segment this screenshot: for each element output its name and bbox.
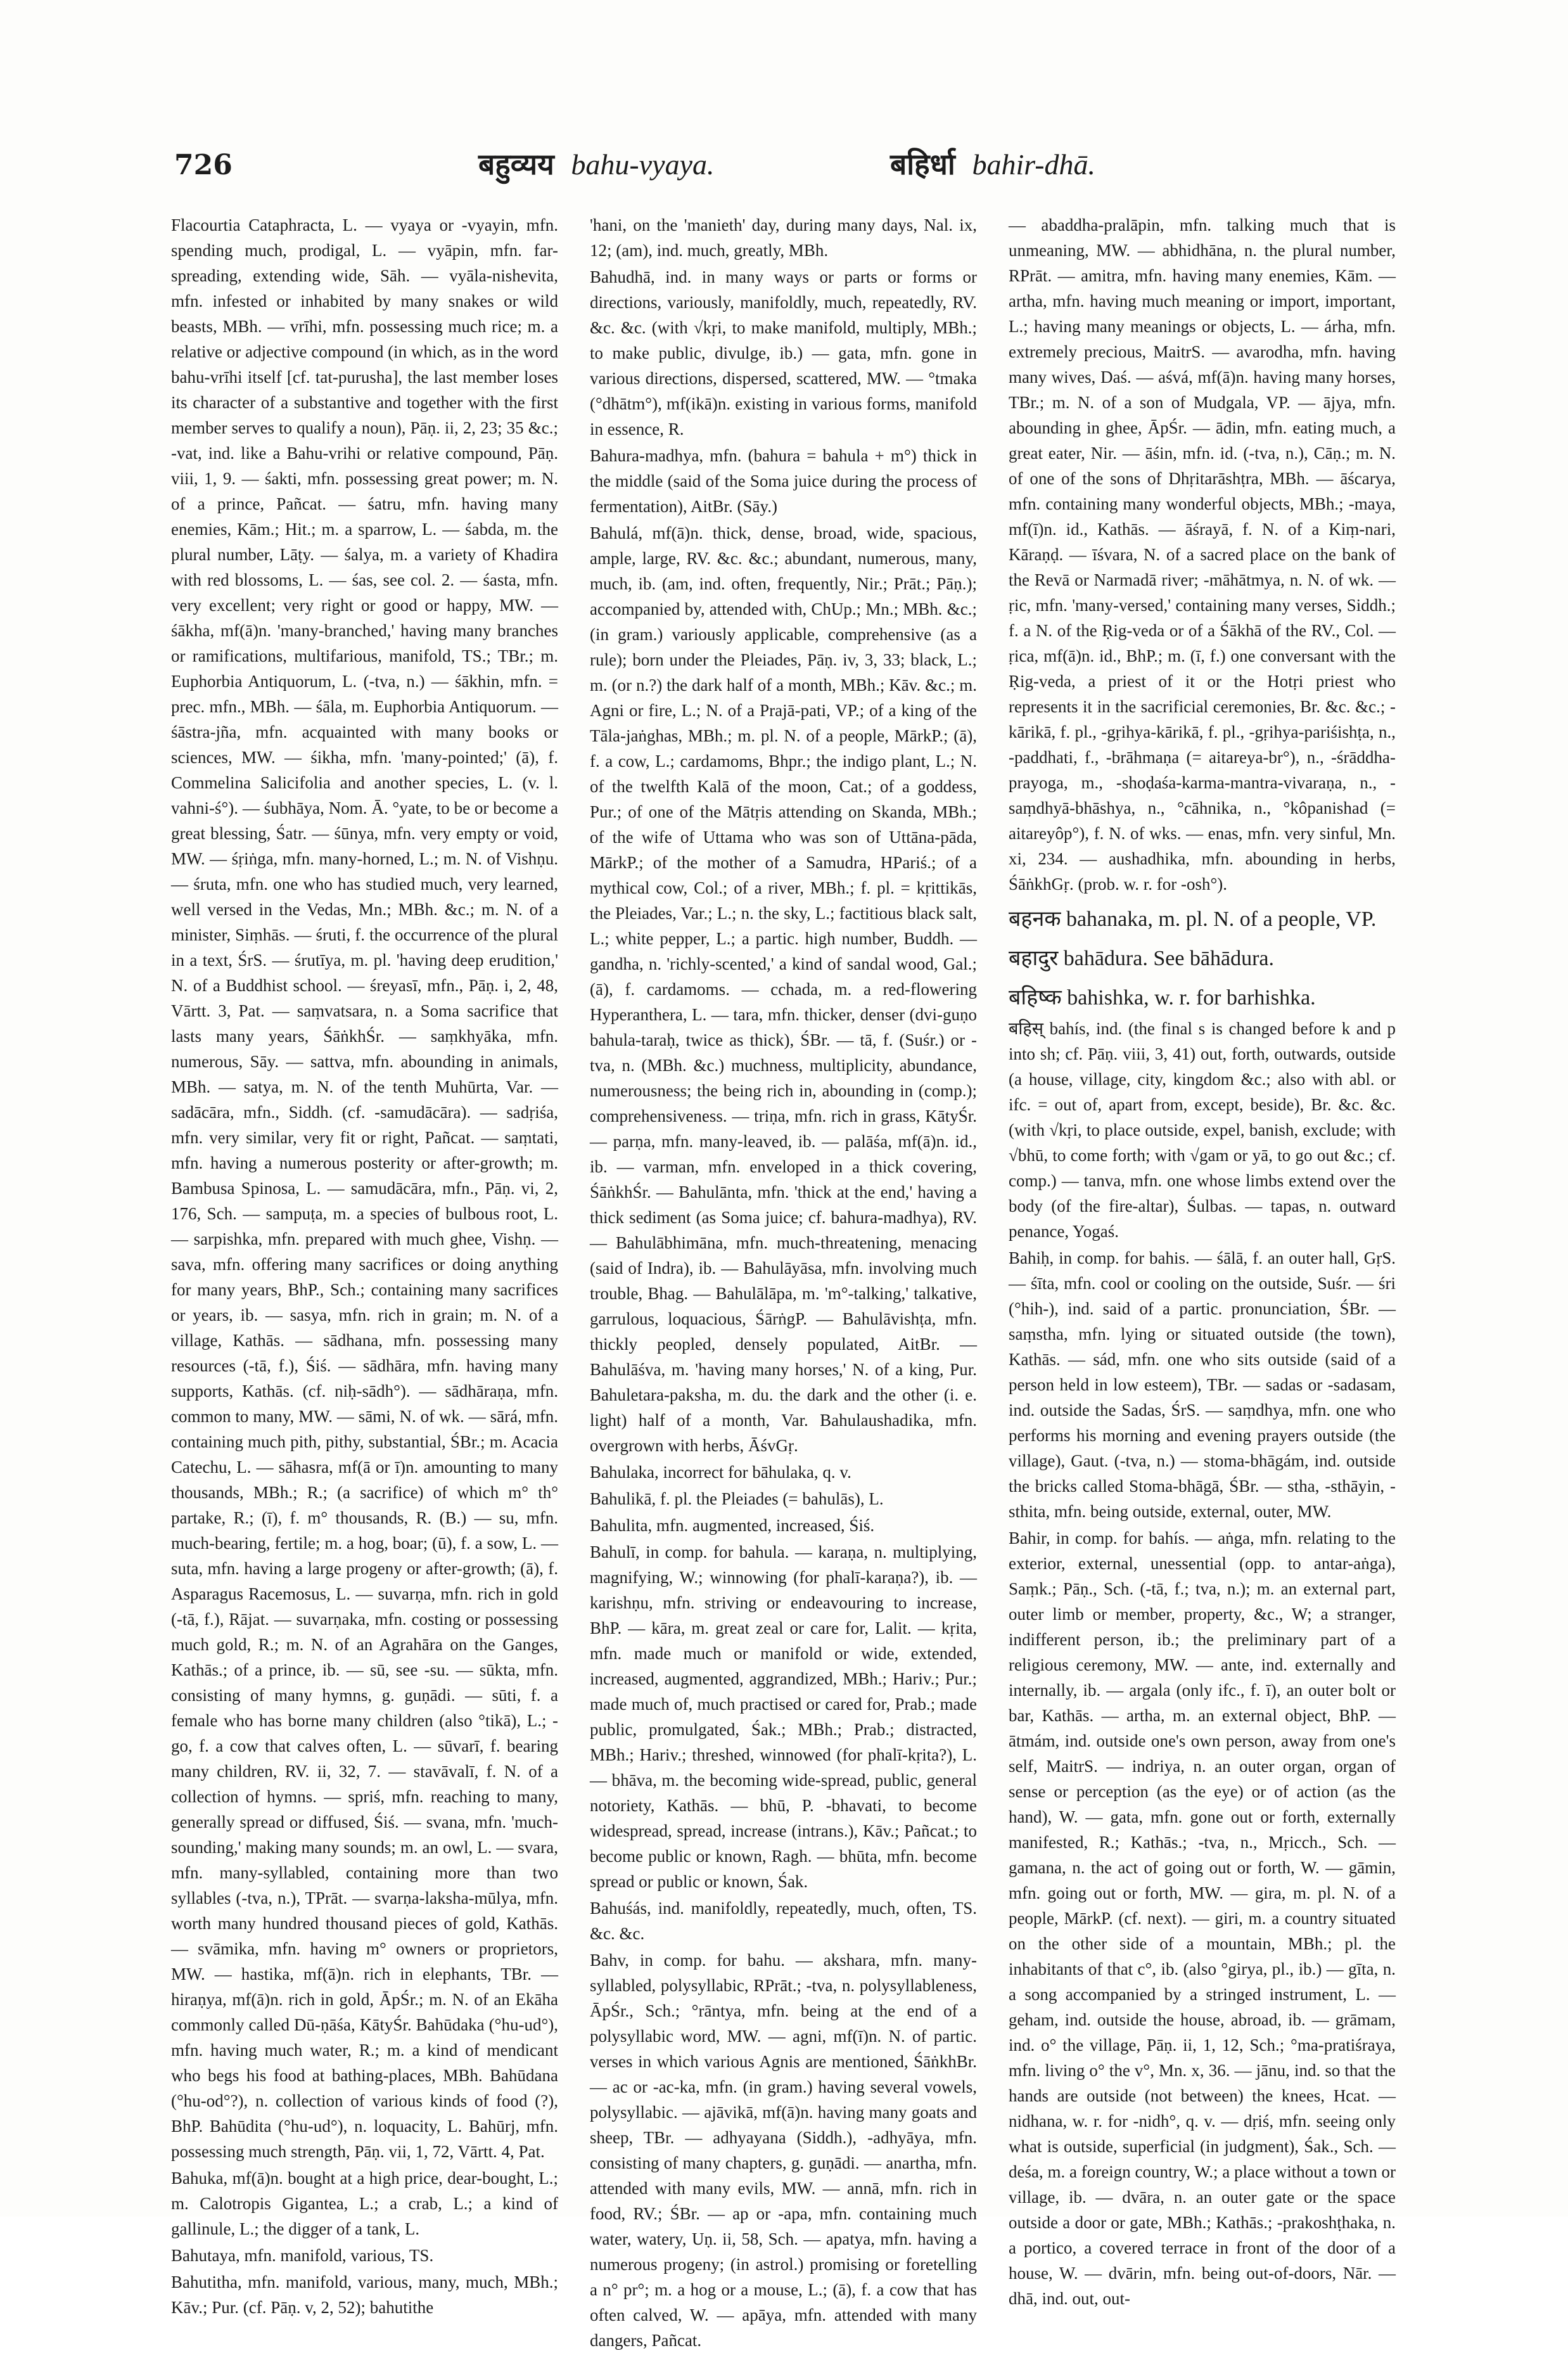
dictionary-entry: Bahulaka, incorrect for bāhulaka, q. v. xyxy=(590,1463,851,1482)
left-guide-devanagari: बहुव्यय xyxy=(478,147,554,181)
right-guide-devanagari: बहिर्धा xyxy=(890,147,955,181)
dictionary-entry: Flacourtia Cataphracta, L. — vyaya or -vyayin, mfn. spending much, prodigal, L. — vyāpin, mfn. far-spreading, extending wide, Sāh. — vyāla-nishevita, mfn. infested or inhabited by many snakes or wild beasts, MBh. — vrīhi, mfn. possessing much rice; m. a relative or adjective compound (in which, as in the word bahu-vrīhi itself [cf. tat-purusha], the last member loses its character of a substantive and together with the first member serves to qualify a noun), Pāṇ. ii, 2, 23; 35 &c.; -vat, ind. like a Bahu-vrihi or relative compound, Pāṇ. viii, 1, 9. — śakti, mfn. possessing great power; m. N. of a prince, Pañcat. — śatru, mfn. having many enemies, Kām.; Hit.; m. a sparrow, L. — śabda, m. the plural number, Lāṭy. — śalya, m. a variety of Khadira with red blossoms, L. — śas, see col. 2. — śasta, mfn. very excellent; very right or good or happy, MW. — śākha, mf(ā)n. 'many-branched,' having many branches or ramifications, multifarious, manifold, TS.; TBr.; m. Euphorbia Antiquorum, L. (-tva, n.) — śākhin, mfn. = prec. mfn., MBh. — śāla, m. Euphorbia Antiquorum. — śāstra-jña, mfn. acquainted with many books or sciences, MW. — śikha, mfn. 'many-pointed;' (ā), f. Commelina Salicifolia and another species, L. (v. l. vahni-ś°). — śubhāya, Nom. Ā. °yate, to be or become a great blessing, Śatr. — śūnya, mfn. very empty or void, MW. — śṛiṅga, mfn. many-horned, L.; m. N. of Vishṇu. — śruta, mfn. one who has studied much, very learned, well versed in the Vedas, Mn.; MBh. &c.; m. N. of a minister, Siṃhās. — śruti, f. the occurrence of the plural in a text, ŚrS. — śrutīya, m. pl. 'having deep erudition,' N. of a Buddhist school. — śreyasī, mfn., Pāṇ. i, 2, 48, Vārtt. 3, Pat. — saṃvatsara, n. a Soma sacrifice that lasts many years, ŚāṅkhŚr. — saṃkhyāka, mfn. numerous, Sāy. — sattva, mfn. abounding in animals, MBh. — satya, m. N. of the tenth Muhūrta, Var. — sadācāra, mfn., Siddh. (cf. -samudācāra). — sadṛiśa, mfn. very similar, very fit or right, Pañcat. — saṃtati, mfn. having a numerous posterity or after-growth; m. Bambusa Spinosa, L. — samudācāra, mfn., Pāṇ. vi, 2, 176, Sch. — sampuṭa, m. a species of bulbous root, L. — sarpishka, mfn. prepared with much ghee, Vishṇ. — sava, mfn. offering many sacrifices or doing anything for many years, BhP., Sch.; containing many sacrifices or years, ib. — sasya, mfn. rich in grain; m. N. of a village, Kathās. — sādhana, mfn. possessing many resources (-tā, f.), Śiś. — sādhāra, mfn. having many supports, Kathās. (cf. niḥ-sādh°). — sādhāraṇa, mfn. common to many, MW. — sāmi, N. of wk. — sārá, mfn. containing much pith, pithy, substantial, ŚBr.; m. Acacia Catechu, L. — sāhasra, mf(ā or ī)n. amounting to many thousands, MBh.; R.; (a sacrifice) of which m° th° partake, R.; (ī), f. m° thousands, R. (B.) — su, mfn. much-bearing, fertile; m. a hog, boar; (ū), f. a sow, L. — suta, mfn. having a large progeny or after-growth; (ā), f. Asparagus Racemosus, L. — suvarṇa, mfn. rich in gold (-tā, f.), Rājat. — suvarṇaka, mfn. costing or possessing much gold, R.; m. N. of an Agrahāra on the Ganges, Kathās.; of a prince, ib. — sū, see -su. — sūkta, mfn. consisting of many hymns, g. guṇādi. — sūti, f. a female who has borne many children (also °tikā), L.; -go, f. a cow that calves often, L. — sūvarī, f. bearing many children, RV. ii, 32, 7. — stavāvalī, f. N. of a collection of hymns. — spriś, mfn. reaching to many, generally spread or diffused, Śiś. — svana, mfn. 'much-sounding,' making many sounds; m. an owl, L. — svara, mfn. many-syllabled, containing more than two syllables (-tva, n.), TPrāt. — svarṇa-laksha-mūlya, mfn. worth many hundred thousand pieces of gold, Kathās. — svāmika, mfn. having m° owners or proprietors, MW. — hastika, mf(ā)n. rich in elephants, TBr. — hiraṇya, mf(ā)n. rich in gold, ĀpŚr.; m. N. of an Ekāha commonly called Dū-ṇāśa, KātyŚr. Bahūdaka (°hu-ud°), mfn. having much water, R.; m. a kind of mendicant who begs his food at bathing-places, MBh. Bahūdana (°hu-od°?), n. collection of various kinds of food (?), BhP. Bahūdita (°hu-ud°), n. loquacity, L. Bahūrj, mfn. possessing much strength, Pāṇ. vii, 1, 72, Vārtt. 4, Pat. xyxy=(171,215,558,2161)
dictionary-entry: Bahuka, mf(ā)n. bought at a high price, dear-bought, L.; m. Calotropis Gigantea, L.; a crab, L.; a kind of gallinule, L.; the digger of a tank, L. xyxy=(171,2169,558,2238)
headword-entry: बहादुर bahādura. See bāhādura. xyxy=(1009,947,1275,970)
headword-entry: बहनक bahanaka, m. pl. N. of a people, VP. xyxy=(1009,907,1377,931)
dictionary-entry: — abaddha-pralāpin, mfn. talking much that is unmeaning, MW. — abhidhāna, n. the plural number, RPrāt. — amitra, mfn. having many enemies, Kām. — artha, mfn. having much meaning or import, important, L.; having many meanings or objects, L. — árha, mfn. extremely precious, MaitrS. — avarodha, mfn. having many wives, Daś. — aśvá, mf(ā)n. having many horses, TBr.; m. N. of a son of Mudgala, VP. — ājya, mfn. abounding in ghee, ĀpŚr. — ādin, mfn. eating much, a great eater, Nir. — āśin, mfn. id. (-tva, n.), Cāṇ.; m. N. of one of the sons of Dhṛitarāshṭra, MBh. — āścarya, mfn. containing many wonderful objects, MBh.; -maya, mf(ī)n. id., Kathās. — āśrayā, f. N. of a Kiṃ-nari, Kāraṇḍ. — īśvara, N. of a sacred place on the bank of the Revā or Narmadā river; -māhātmya, n. N. of wk. — ṛic, mfn. 'many-versed,' containing many verses, Siddh.; f. a N. of the Ṛig-veda or of a Śākhā of the RV., Col. — ṛica, mf(ā)n. id., BhP.; m. (ī, f.) one conversant with the Ṛig-veda, a priest of it or the Hotṛi priest who represents it in the sacrificial ceremonies, Br. &c. &c.; -kārikā, f. pl., -gṛihya-kārikā, f. pl., -gṛihya-pariśishṭa, n., -paddhati, f., -brāhmaṇa (= aitareya-br°), n., -śrāddha-prayoga, m., -shoḍaśa-karma-mantra-vivaraṇa, n., -saṃdhyā-bhāshya, n., °cāhnika, n., °kôpanishad (= aitareyôp°), f. N. of wks. — enas, mfn. very sinful, Mn. xi, 234. — aushadhika, mfn. abounding in herbs, ŚāṅkhGṛ. (prob. w. r. for -osh°). xyxy=(1009,215,1396,894)
page-number: 726 xyxy=(174,149,233,181)
dictionary-entry: Bahura-madhya, mfn. (bahura = bahula + m°) thick in the middle (said of the Soma juice during the process of fermentation), AitBr. (Sāy.) xyxy=(590,446,977,516)
dictionary-entry: Bahulikā, f. pl. the Pleiades (= bahulās), L. xyxy=(590,1489,884,1508)
left-guide-transliteration: bahu-vyaya. xyxy=(571,148,715,181)
text-columns xyxy=(171,212,1397,2350)
dictionary-entry: Bahiḥ, in comp. for bahis. — śālā, f. an outer hall, GṛS. — śīta, mfn. cool or cooling on the outside, Suśr. — śri (°hih-), ind. said of a partic. pronunciation, ŚBr. — saṃstha, mfn. lying or situated outside (the town), Kathās. — sád, mfn. one who sits outside (said of a person held in low esteem), TBr. — sadas or -sadasam, ind. outside the Sadas, ŚrS. — saṃdhya, mfn. one who performs his morning and evening prayers outside (the village), Gaut. (-tva, n.) — stoma-bhāgám, ind. outside the bricks called Stoma-bhāgā, ŚBr. — stha, -sthāyin, -sthita, mfn. being outside, external, outer, MW. xyxy=(1009,1248,1396,1521)
running-header xyxy=(174,136,1394,193)
dictionary-entry: Bahulī, in comp. for bahula. — karaṇa, n. multiplying, magnifying, W.; winnowing (for phalī-karaṇa?), ib. — karishṇu, mfn. striving or endeavouring to increase, BhP. — kāra, m. great zeal or care for, Lalit. — kṛita, mfn. made much or manifold or wide, extended, increased, augmented, aggrandized, MBh.; Hariv.; Pur.; made much of, much practised or cared for, Prab.; made public, promulgated, Śak.; MBh.; Prab.; distracted, MBh.; Hariv.; threshed, winnowed (for phalī-kṛita?), L. — bhāva, m. the becoming wide-spread, public, general notoriety, Kathās. — bhū, P. -bhavati, to become widespread, spread, increase (intrans.), Kāv.; Pañcat.; to become public or known, Ragh. — bhūta, mfn. become spread or public or known, Śak. xyxy=(590,1542,977,1891)
right-guide-word xyxy=(890,144,1095,183)
dictionary-entry: 'hani, on the 'manieth' day, during many days, Nal. ix, 12; (am), ind. much, greatly, MBh. xyxy=(590,215,977,260)
dictionary-entry: Bahutaya, mfn. manifold, various, TS. xyxy=(171,2246,434,2265)
left-guide-word xyxy=(478,144,715,183)
column-right xyxy=(1009,212,1396,2308)
dictionary-entry: Bahulita, mfn. augmented, increased, Śiś. xyxy=(590,1516,875,1535)
dictionary-entry: Bahv, in comp. for bahu. — akshara, mfn. many-syllabled, polysyllabic, RPrāt.; -tva, n. polysyllableness, ĀpŚr., Sch.; °rāntya, mfn. being at the end of a polysyllabic word, MW. — agni, mf(ī)n. N. of partic. verses in which various Agnis are mentioned, ŚāṅkhBr. — ac or -ac-ka, mfn. (in gram.) having several vowels, polysyllabic. — ajāvikā, mf(ā)n. having many goats and sheep, TBr. — adhyayana (Siddh.), -adhyāya, mfn. consisting of many chapters, g. guṇādi. — anartha, mfn. attended with many evils, MW. — annā, mfn. rich in food, RV.; ŚBr. — ap or -apa, mfn. containing much water, watery, Uṇ. ii, 58, Sch. — apatya, mfn. having a numerous progeny; (in astrol.) promising or foretelling a n° pr°; m. a hog or a mouse, L.; (ā), f. a cow that has often calved, W. — apāya, mfn. attended with many dangers, Pañcat. xyxy=(590,1951,977,2350)
dictionary-entry: Bahuśás, ind. manifoldly, repeatedly, much, often, TS. &c. &c. xyxy=(590,1899,977,1943)
column-middle xyxy=(590,212,977,2350)
dictionary-entry: Bahutitha, mfn. manifold, various, many, much, MBh.; Kāv.; Pur. (cf. Pāṇ. v, 2, 52); bahutithe xyxy=(171,2273,558,2317)
right-guide-transliteration: bahir-dhā. xyxy=(972,148,1096,181)
dictionary-entry: बहिस् bahís, ind. (the final s is changed before k and p into sh; cf. Pāṇ. viii, 3, 41) out, forth, outwards, outside (a house, village, city, kingdom &c.; also with abl. or ifc. = out of, apart from, except, beside), Br. &c. &c. (with √kṛi, to place outside, expel, banish, exclude; with √bhū, to come forth; with √gam or yā, to go out &c.; cf. comp.) — tanva, mfn. one whose limbs extend over the body (of the fire-altar), Śulbas. — tapas, n. outward penance, Yogaś. xyxy=(1009,1019,1396,1241)
dictionary-entry: Bahudhā, ind. in many ways or parts or forms or directions, variously, manifoldly, much, repeatedly, RV. &c. &c. (with √kṛi, to make manifold, multiply, MBh.; to make public, divulge, ib.) — gata, mfn. gone in various directions, dispersed, scattered, MW. — °tmaka (°dhātm°), mf(ikā)n. existing in various forms, manifold in essence, R. xyxy=(590,267,977,439)
dictionary-entry: Bahulá, mf(ā)n. thick, dense, broad, wide, spacious, ample, large, RV. &c. &c.; abundant, numerous, many, much, ib. (am, ind. often, frequently, Nir.; Prāt.; Pāṇ.); accompanied by, attended with, ChUp.; Mn.; MBh. &c.; (in gram.) variously applicable, comprehensive (as a rule); born under the Pleiades, Pāṇ. iv, 3, 33; black, L.; m. (or n.?) the dark half of a month, MBh.; Kāv. &c.; m. Agni or fire, L.; N. of a Prajā-pati, VP.; of a king of the Tāla-jaṅghas, MBh.; m. pl. N. of a people, MārkP.; (ā), f. a cow, L.; cardamoms, Bhpr.; the indigo plant, L.; N. of the twelfth Kalā of the moon, Cat.; of a goddess, Pur.; of one of the Mātṛis attending on Skanda, MBh.; of the wife of Uttama who was son of Uttāna-pāda, MārkP.; of the mother of a Samudra, HPariś.; of a mythical cow, Col.; of a river, MBh.; f. pl. = kṛittikās, the Pleiades, Var.; L.; n. the sky, L.; factitious black salt, L.; white pepper, L.; a partic. high number, Buddh. — gandha, n. 'richly-scented,' a kind of sandal wood, Gal.; (ā), f. cardamoms. — cchada, m. a red-flowering Hyperanthera, L. — tara, mfn. thicker, denser (dvi-guṇo bahula-taraḥ, twice as thick), ŚBr. — tā, f. (Suśr.) or -tva, n. (MBh. &c.) muchness, multiplicity, abundance, numerousness; the being rich in, abounding in (comp.); comprehensiveness. — triṇa, mfn. rich in grass, KātyŚr. — parṇa, mfn. many-leaved, ib. — palāśa, mf(ā)n. id., ib. — varman, mfn. enveloped in a thick covering, ŚāṅkhŚr. — Bahulānta, mfn. 'thick at the end,' having a thick sediment (as Soma juice; cf. bahura-madhya), RV. — Bahulābhimāna, mfn. much-threatening, menacing (said of Indra), ib. — Bahulāyāsa, mfn. involving much trouble, Bhag. — Bahulālāpa, m. 'm°-talking,' talkative, garrulous, loquacious, ŚārṅgP. — Bahulāvishṭa, mfn. thickly peopled, densely populated, AitBr. — Bahulāśva, m. 'having many horses,' N. of a king, Pur. Bahuletara-paksha, m. du. the dark and the other (i. e. light) half of a month, Var. Bahulaushadika, mfn. overgrown with herbs, ĀśvGṛ. xyxy=(590,523,977,1455)
headword-entry: बहिष्क bahishka, w. r. for barhishka. xyxy=(1009,986,1316,1010)
dictionary-entry: Bahir, in comp. for bahís. — aṅga, mfn. relating to the exterior, external, unessential (opp. to antar-aṅga), Saṃk.; Pāṇ., Sch. (-tā, f.; tva, n.); m. an external part, outer limb or member, property, &c., W; a stranger, indifferent person, ib.; the preliminary part of a religious ceremony, MW. — ante, ind. externally and internally, ib. — argala (only ifc., f. ī), an outer bolt or bar, Kathās. — artha, m. an external object, BhP. — ātmám, ind. outside one's own person, away from one's self, MaitrS. — indriya, n. an outer organ, organ of sense or perception (as the eye) or of action (as the hand), W. — gata, mfn. gone out or forth, externally manifested, R.; Kathās.; -tva, n., Mṛicch., Sch. — gamana, n. the act of going out or forth, W. — gāmin, mfn. going out or forth, MW. — gira, m. pl. N. of a people, MārkP. (cf. next). — giri, m. a country situated on the other side of a mountain, MBh.; pl. the inhabitants of that c°, ib. (also °girya, pl., ib.) — gīta, n. a song accompanied by a stringed instrument, L. — geham, ind. outside the house, abroad, ib. — grāmam, ind. o° the village, Pāṇ. ii, 1, 12, Sch.; °ma-pratiśraya, mfn. living o° the v°, Mn. x, 36. — jānu, ind. so that the hands are outside (not between) the knees, Hcat. — nidhana, w. r. for -nidh°, q. v. — dṛiś, mfn. seeing only what is outside, superficial (in judgment), Śak., Sch. — deśa, m. a foreign country, W.; a place without a town or village, ib. — dvāra, n. an outer gate or the space outside a door or gate, MBh.; Kathās.; -prakoshṭhaka, n. a portico, a covered terrace in front of the door of a house, W. — dvārin, mfn. being out-of-doors, Nār. — dhā, ind. out, out- xyxy=(1009,1529,1396,2308)
column-left xyxy=(171,212,558,2317)
